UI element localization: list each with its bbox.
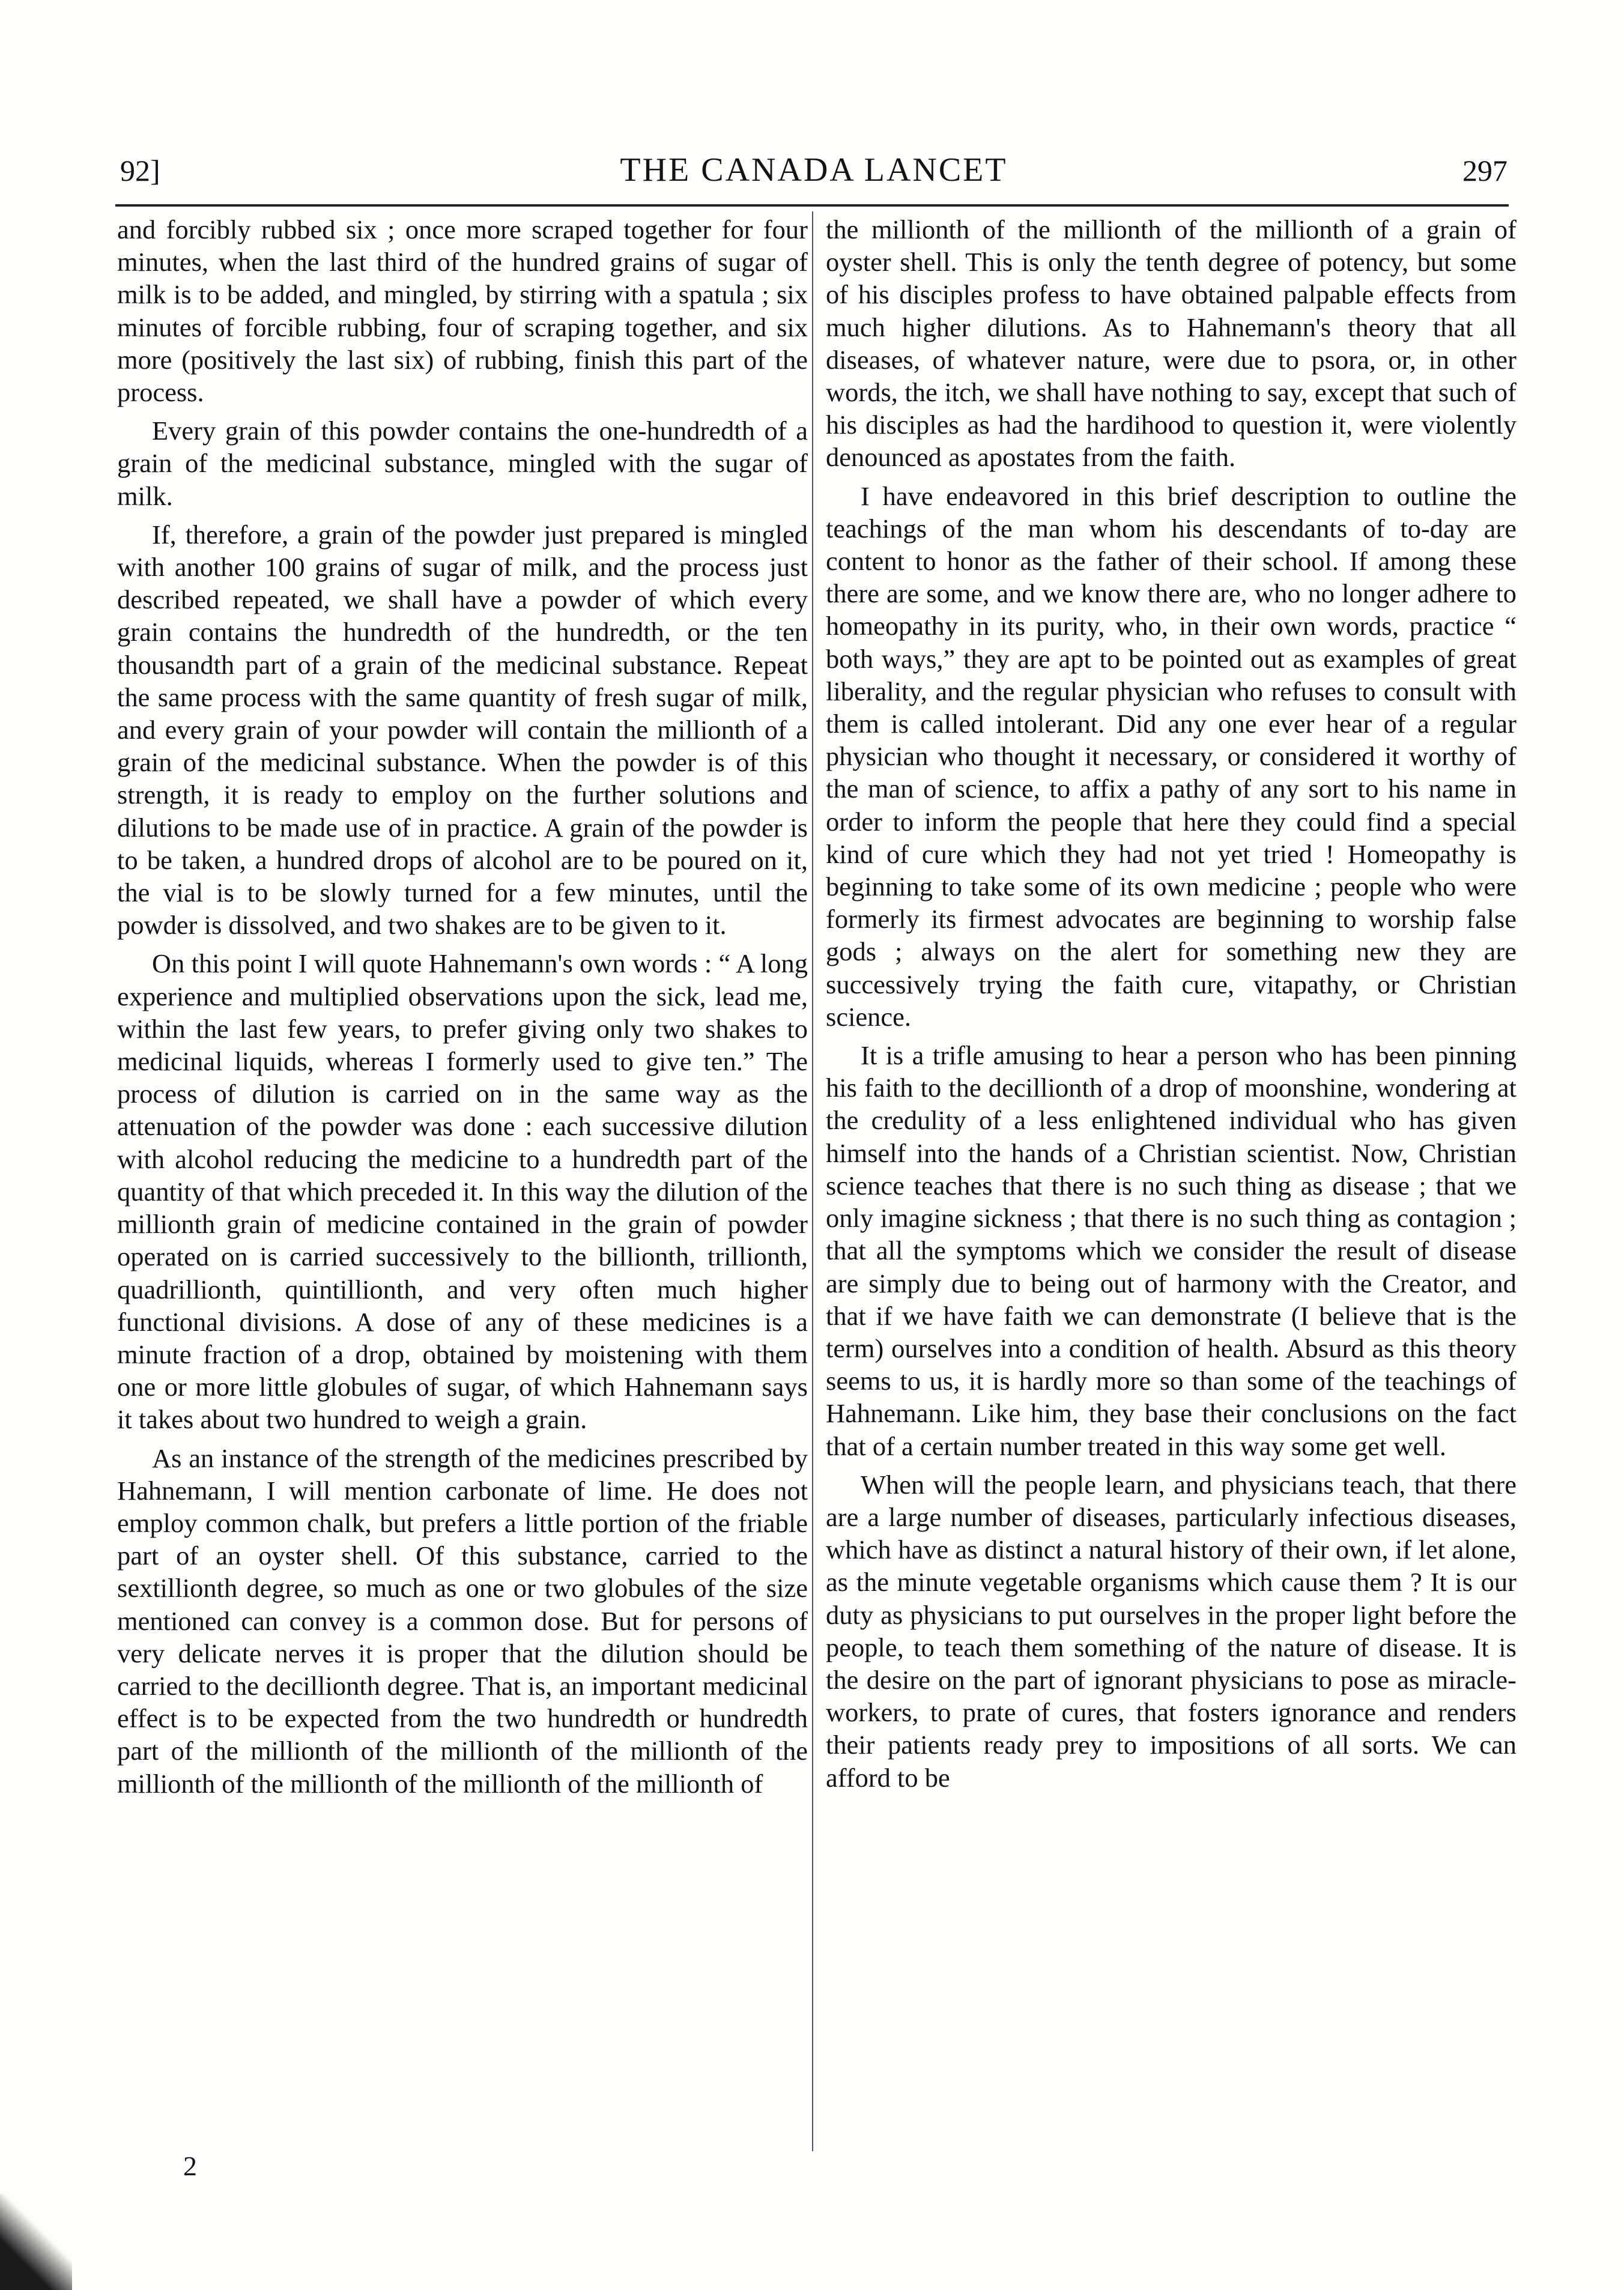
paragraph: I have endeavored in this brief description to outline the teachings of the man whom his descendants of to-day are content to honor as the father of their school. If among these there are some, and we know there are, who no longer adhere to homeopathy in its purity, who, in their own words, practice “ both ways,” they are apt to be pointed out as examples of great liberality, and the regular physician who refuses to consult with them is called intolerant. Did any one ever hear of a regular physician who thought it necessary, or considered it worthy of the man of science, to affix a pathy of any sort to his name in order to inform the people that here they could find a special kind of cure which they had not yet tried ! Homeopathy is beginning to take some of its own medicine ; people who were formerly its firmest advocates are beginning to worship false gods ; always on the alert for something new they are successively trying the faith cure, vitapathy, or Christian science. xyxy=(826,480,1516,1032)
running-title: THE CANADA LANCET xyxy=(620,151,1008,189)
paragraph: As an instance of the strength of the medicines prescribed by Hahnemann, I will mention carbonate of lime. He does not employ common chalk, but prefers a little portion of the friable part of an oyster shell. Of this substance, carried to the sextillionth degree, so much as one or two globules of the size mentioned can convey is a common dose. But for persons of very delicate nerves it is proper that the dilution should be carried to the decillionth degree. That is, an important medicinal effect is to be expected from the two hundredth or hundredth part of the millionth of the millionth of the millionth of the millionth of the millionth of the millionth of the millionth of xyxy=(117,1443,808,1799)
paragraph: On this point I will quote Hahnemann's own words : “ A long experience and multiplied observations upon the sick, lead me, within the last few years, to prefer giving only two shakes to medicinal liquids, whereas I formerly used to give ten.” The process of dilution is carried on in the same way as the attenuation of the powder was done : each successive dilution with alcohol reducing the medicine to a hundredth part of the quantity of that which preceded it. In this way the dilution of the millionth grain of medicine contained in the grain of powder operated on is carried successively to the billionth, trillionth, quadrillionth, quintillionth, and very often much higher functional divisions. A dose of any of these medicines is a minute fraction of a drop, obtained by moistening with them one or more little globules of sugar, of which Hahnemann says it takes about two hundred to weigh a grain. xyxy=(117,948,808,1435)
header-rule xyxy=(115,204,1509,207)
paragraph: and forcibly rubbed six ; once more scraped together for four minutes, when the last third of the hundred grains of sugar of milk is to be added, and mingled, by stirring with a spatula ; six minutes of forcible rubbing, four of scraping together, and six more (positively the last six) of rubbing, finish this part of the process. xyxy=(117,214,808,408)
page-number-left: 92] xyxy=(120,154,160,187)
right-column xyxy=(826,213,1516,1794)
page-header xyxy=(120,141,1507,201)
paragraph: If, therefore, a grain of the powder just prepared is mingled with another 100 grains of sugar of milk, and the process just described repeated, we shall have a powder of which every grain contains the hundredth of the hundredth, or the ten thousandth part of a grain of the medicinal substance. Repeat the same process with the same quantity of fresh sugar of milk, and every grain of your powder will contain the millionth of a grain of the medicinal substance. When the powder is of this strength, it is ready to employ on the further solutions and dilutions to be made use of in practice. A grain of the powder is to be taken, a hundred drops of alcohol are to be poured on it, the vial is to be slowly turned for a few minutes, until the powder is dissolved, and two shakes are to be given to it. xyxy=(117,519,808,941)
signature-mark: 2 xyxy=(183,2151,197,2181)
paragraph: the millionth of the millionth of the millionth of a grain of oyster shell. This is only the tenth degree of potency, but some of his disciples profess to have obtained palpable effects from much higher dilutions. As to Hahnemann's theory that all diseases, of whatever nature, were due to psora, or, in other words, the itch, we shall have nothing to say, except that such of his disciples as had the hardihood to question it, were violently denounced as apostates from the faith. xyxy=(826,214,1516,473)
scan-edge-shadow xyxy=(0,2194,72,2290)
paragraph: When will the people learn, and physicians teach, that there are a large number of diseases, particularly infectious diseases, which have as distinct a natural history of their own, if let alone, as the minute vegetable organisms which cause them ? It is our duty as physicians to put ourselves in the proper light before the people, to teach them something of the nature of disease. It is the desire on the part of ignorant physicians to pose as miracle-workers, to prate of cures, that fosters ignorance and renders their patients ready prey to impositions of all sorts. We can afford to be xyxy=(826,1469,1516,1793)
paragraph: It is a trifle amusing to hear a person who has been pinning his faith to the decillionth of a drop of moonshine, wondering at the credulity of a less enlightened individual who has given himself into the hands of a Christian scientist. Now, Christian science teaches that there is no such thing as disease ; that we only imagine sickness ; that there is no such thing as contagion ; that all the symptoms which we consider the result of disease are simply due to being out of harmony with the Creator, and that if we have faith we can demonstrate (I believe that is the term) ourselves into a condition of health. Absurd as this theory seems to us, it is hardly more so than some of the teachings of Hahnemann. Like him, they base their conclusions on the fact that of a certain number treated in this way some get well. xyxy=(826,1040,1516,1461)
column-divider xyxy=(812,211,813,2151)
left-column xyxy=(117,213,808,1800)
paragraph: Every grain of this powder contains the one-hundredth of a grain of the medicinal substance, mingled with the sugar of milk. xyxy=(117,416,808,511)
page-number-right: 297 xyxy=(1462,154,1507,187)
